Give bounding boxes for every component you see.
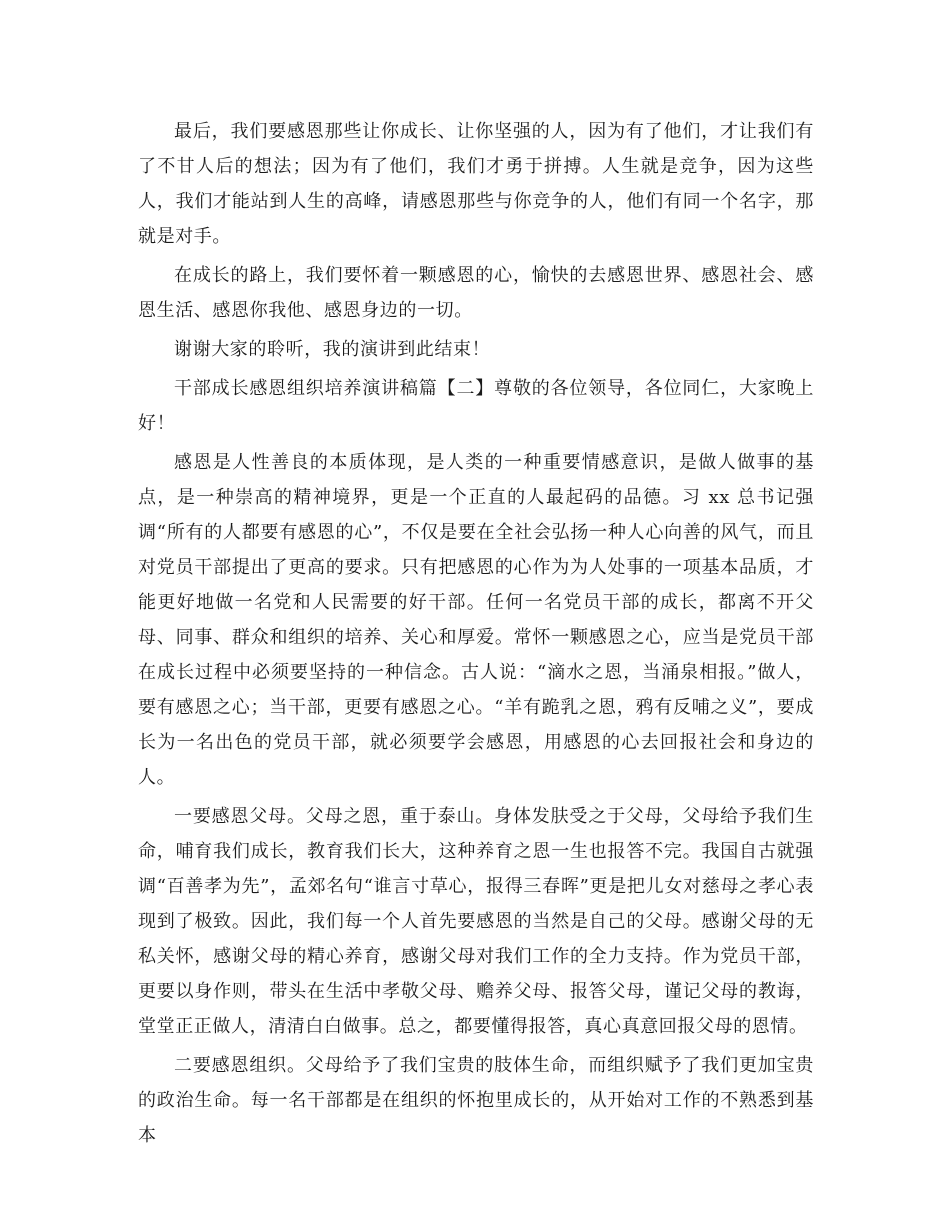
document-body [138,114,814,1157]
paragraph-speech-end: 谢谢大家的聆听，我的演讲到此结束！ [174,339,491,360]
paragraph-gratitude-organization: 二要感恩组织。父母给予了我们宝贵的肢体生命，而组织赋予了我们更加宝贵的政治生命。每一名干部都是在组织的怀抱里成长的，从开始对工作的不熟悉到基本 [138,1055,814,1146]
paragraph-growth-road: 在成长的路上，我们要怀着一颗感恩的心，愉快的去感恩世界、感恩社会、感恩生活、感恩你我他、感恩身边的一切。 [138,265,814,321]
paragraph-gratitude-intro: 感恩是人性善良的本质体现，是人类的一种重要情感意识，是做人做事的基点，是一种崇高的精神境界，更是一个正直的人最起码的品德。习 xx 总书记强调“所有的人都要有感恩的心”，不仅是要在全社会弘扬一种人心向善的风气，而且对党员干部提出了更高的要求。只有把感恩的心作为为人处事的一项基本品质，才能更好地做一名党和人民需要的好干部。任何一名党员干部的成长，都离不开父母、同事、群众和组织的培养、关心和厚爱。常怀一颗感恩之心，应当是党员干部在成长过程中必须要坚持的一种信念。古人说：“滴水之恩，当涌泉相报。”做人，要有感恩之心；当干部，更要有感恩之心。“羊有跪乳之恩，鸦有反哺之义”，要成长为一名出色的党员干部，就必须要学会感恩，用感恩的心去回报社会和身边的人。 [138,452,814,788]
paragraph-gratitude-parents: 一要感恩父母。父母之恩，重于泰山。身体发肤受之于父母，父母给予我们生命，哺育我们成长，教育我们长大，这种养育之恩一生也报答不完。我国自古就强调“百善孝为先”，孟郊名句“谁言寸草心，报得三春晖”更是把儿女对慈母之孝心表现到了极致。因此，我们每一个人首先要感恩的当然是自己的父母。感谢父母的无私关怀，感谢父母的精心养育，感谢父母对我们工作的全力支持。作为党员干部，更要以身作则，带头在生活中孝敬父母、赡养父母、报答父母，谨记父母的教诲，堂堂正正做人，清清白白做事。总之，都要懂得报答，真心真意回报父母的恩情。 [138,806,814,1037]
paragraph-section-two-title: 干部成长感恩组织培养演讲稿篇【二】尊敬的各位领导，各位同仁，大家晚上好！ [138,378,814,434]
paragraph-closing-thanks: 最后，我们要感恩那些让你成长、让你坚强的人，因为有了他们，才让我们有了不甘人后的想法；因为有了他们，我们才勇于拼搏。人生就是竞争，因为这些人，我们才能站到人生的高峰，请感恩那些与你竞争的人，他们有同一个名字，那就是对手。 [138,121,814,247]
